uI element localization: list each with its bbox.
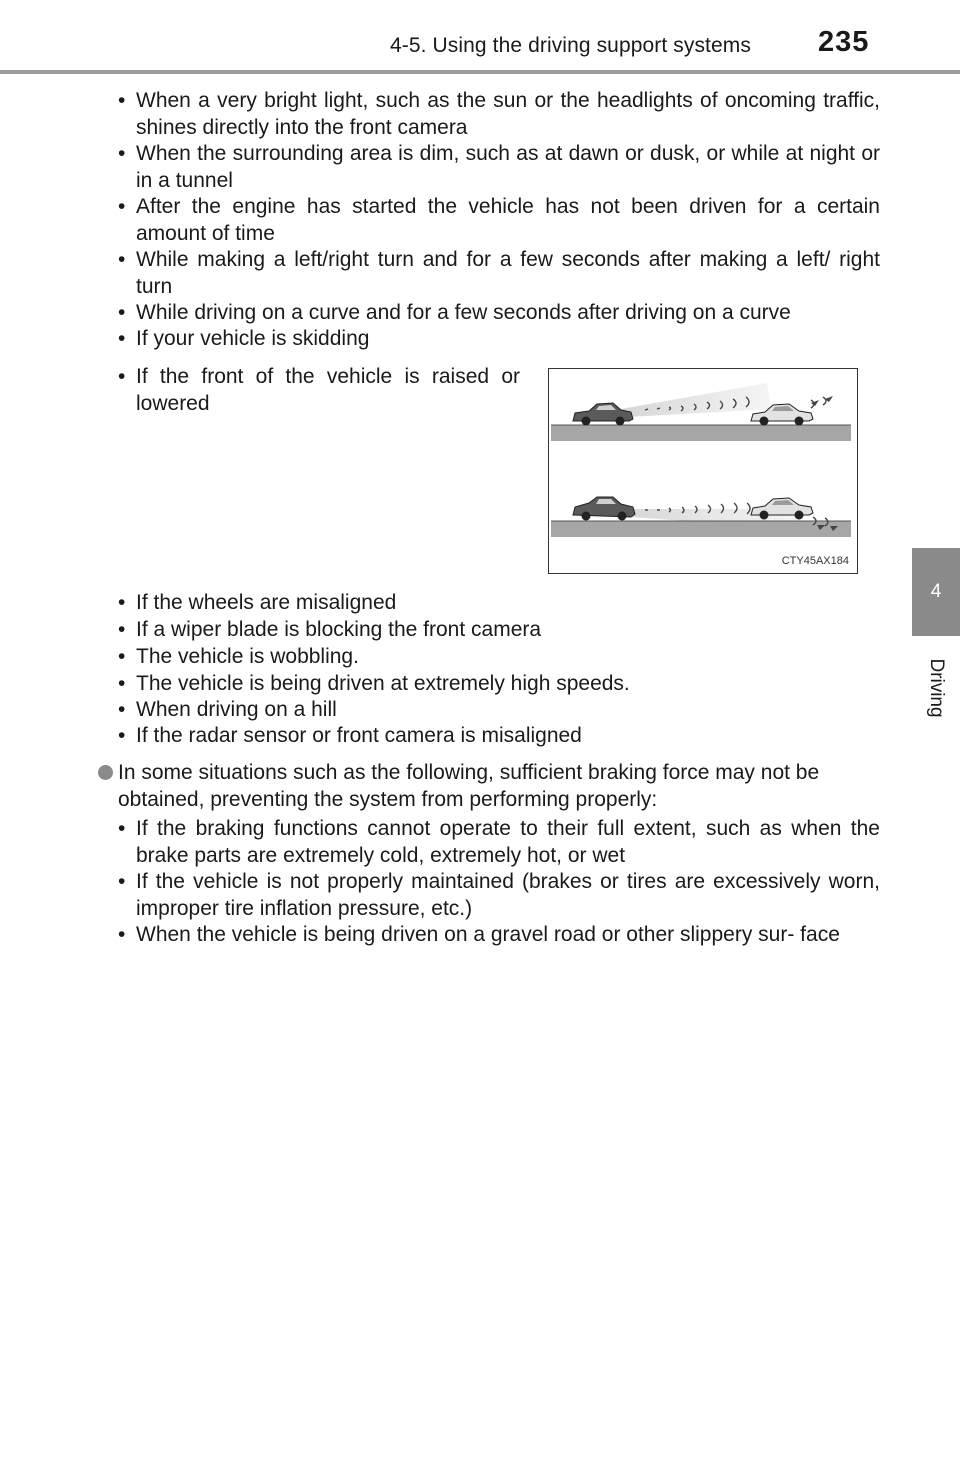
list-item [118,922,880,949]
list-item-text: While making a left/right turn and for a few seconds after making a left/ right turn [136,248,880,298]
list-item-text: If a wiper blade is blocking the front camera [136,618,542,641]
list-item [118,671,880,698]
list-item [118,247,880,300]
list-item-text: When driving on a hill [136,698,337,721]
bullet-marker: • [118,870,126,893]
list-item-text: When a very bright light, such as the sun or the headlights of oncoming traffic, shines directly into the front camera [136,89,880,139]
page-number: 235 [818,26,870,58]
bullet-marker: • [118,365,126,388]
chapter-name: Driving [926,658,947,718]
car-own-upper [573,403,633,426]
bullet-marker: • [118,817,126,840]
list-item [118,723,880,750]
chapter-number: 4 [930,581,942,602]
list-item-text: When the surrounding area is dim, such as at dawn or dusk, or while at night or in a tunnel [136,142,880,192]
list-item [118,869,880,922]
list-item-text: If the vehicle is not properly maintained (brakes or tires are excessively worn, improper tire inflation pressure, etc.) [136,870,880,920]
list-item [118,697,880,724]
radar-illustration-graphic [549,369,859,575]
list-item [118,644,880,671]
bullet-marker: • [118,591,126,614]
bullet-marker: • [118,698,126,721]
list-item-text: If your vehicle is skidding [136,327,370,350]
list-item-text: The vehicle is wobbling. [136,645,359,668]
list-item [118,88,880,141]
bullet-marker: • [118,618,126,641]
bullet-marker: • [118,301,126,324]
list-item-text: While driving on a curve and for a few seconds after driving on a curve [136,301,791,324]
list-item-text: The vehicle is being driven at extremely high speeds. [136,672,630,695]
chapter-tab [912,548,960,636]
road-upper [551,425,851,441]
figure-code: CTY45AX184 [781,555,849,567]
list-item [118,194,880,247]
list-item [118,326,880,353]
list-item [118,300,880,327]
header-rule [0,70,960,74]
list-item-text: If the radar sensor or front camera is misaligned [136,724,582,747]
bullet-marker: • [118,195,126,218]
bullet-marker: • [118,327,126,350]
list-item [118,816,880,869]
list-item-text: When the vehicle is being driven on a gravel road or other slippery sur- face [136,923,840,946]
bullet-marker: • [118,724,126,747]
chapter-label [916,648,956,728]
list-item-text: If the wheels are misaligned [136,591,397,614]
bullet-marker: • [118,645,126,668]
radar-illustration [548,368,858,574]
radar-arrows-upper [811,396,833,406]
list-item [118,364,520,417]
bullet-marker: • [118,142,126,165]
circle-list-item-text: In some situations such as the following, sufficient braking force may not be obtained, preventing the system from performing properly: [118,761,820,811]
circle-bullet-icon [98,765,113,780]
car-own-lower [573,497,635,521]
list-item [118,141,880,194]
list-item-text: After the engine has started the vehicle has not been driven for a certain amount of time [136,195,880,245]
circle-list-item [98,760,884,813]
bullet-marker: • [118,248,126,271]
list-item [118,590,880,617]
list-item-text: If the front of the vehicle is raised or lowered [136,365,520,415]
bullet-marker: • [118,672,126,695]
list-item [118,617,880,644]
road-lower [551,521,851,537]
bullet-marker: • [118,89,126,112]
section-title: 4-5. Using the driving support systems [390,34,751,57]
bullet-marker: • [118,923,126,946]
list-item-text: If the braking functions cannot operate to their full extent, such as when the brake parts are extremely cold, extremely hot, or wet [136,817,880,867]
